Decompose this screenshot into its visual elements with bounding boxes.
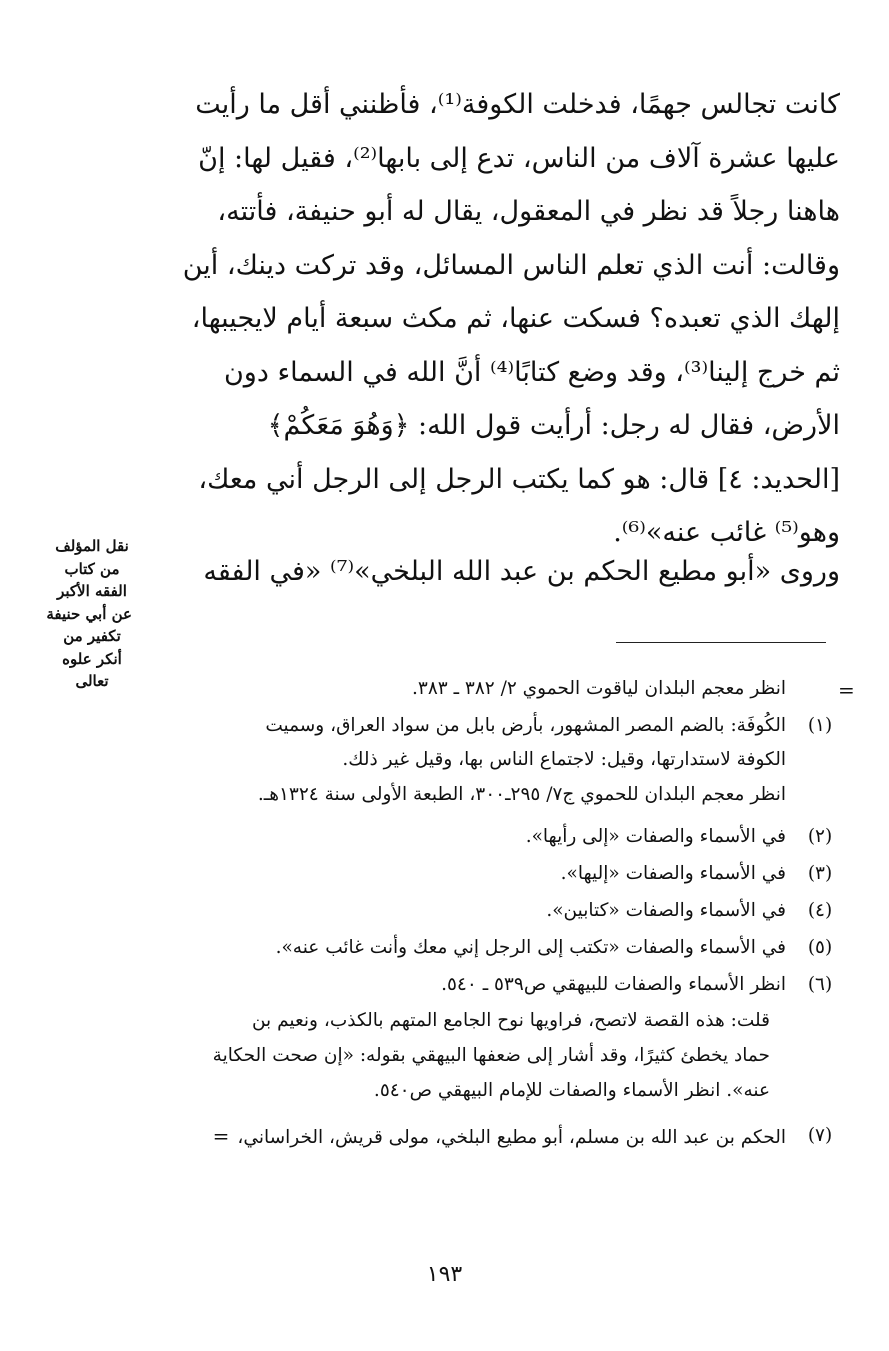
footnote-text: في الأسماء والصفات «إليها». bbox=[560, 863, 786, 884]
main-text-line: وهو⁽⁵⁾ غائب عنه»⁽⁶⁾. bbox=[613, 517, 840, 548]
footnote-number: (٧) bbox=[807, 1125, 833, 1146]
main-text-line: [الحديد: ٤] قال: هو كما يكتب الرجل إلى الرجل أني معك، bbox=[198, 463, 840, 495]
margin-note-line: الفقه الأكبر bbox=[57, 582, 127, 600]
margin-note-line: تكفير من bbox=[63, 627, 121, 645]
page-number: ١٩٣ bbox=[426, 1262, 463, 1287]
footnote-text: انظر الأسماء والصفات للبيهقي ص٥٣٩ ـ ٥٤٠. bbox=[441, 974, 786, 995]
footnote-text: في الأسماء والصفات «كتابين». bbox=[546, 900, 786, 921]
footnote-separator bbox=[616, 642, 826, 643]
footnote-text: انظر معجم البلدان للحموي ج٧/ ٢٩٥ـ٣٠٠، الطبعة الأولى سنة ١٣٢٤هـ. bbox=[257, 784, 786, 805]
footnote-text: في الأسماء والصفات «تكتب إلى الرجل إني معك وأنت غائب عنه». bbox=[275, 937, 786, 958]
main-text-paragraph-2: وروى «أبو مطيع الحكم بن عبد الله البلخي»⁽⁷⁾ «في الفقه bbox=[203, 556, 840, 587]
footnote-text: الكوفة لاستدارتها، وقيل: لاجتماع الناس بها، وقيل غير ذلك. bbox=[342, 749, 786, 770]
footnote-number: (٤) bbox=[807, 900, 833, 921]
footnote-text: قلت: هذه القصة لاتصح، فراويها نوح الجامع المتهم بالكذب، ونعيم بن bbox=[251, 1010, 770, 1031]
margin-note-line: تعالى bbox=[75, 672, 109, 690]
margin-note-line: أنكر علوه bbox=[62, 649, 122, 668]
footnote-continuation-mark: = bbox=[838, 678, 855, 702]
footnote-text: انظر معجم البلدان لياقوت الحموي ٢/ ٣٨٢ ـ ٣٨٣. bbox=[412, 678, 786, 699]
main-text bbox=[160, 78, 840, 560]
margin-note-line: من كتاب bbox=[64, 559, 120, 578]
footnote-text-line: الحكم بن عبد الله بن مسلم، أبو مطيع البلخي، مولى قريش، الخراساني، bbox=[237, 1127, 786, 1148]
footnote-text bbox=[213, 1119, 786, 1155]
main-text-line: عليها عشرة آلاف من الناس، تدع إلى بابها⁽²⁾، فقيل لها: إنّ bbox=[198, 142, 840, 174]
main-text-line: هاهنا رجلاً قد نظر في المعقول، يقال له أبو حنيفة، فأتته، bbox=[217, 196, 840, 227]
footnote-text: الكُوفَة: بالضم المصر المشهور، بأرض بابل من سواد العراق، وسميت bbox=[265, 715, 786, 736]
footnote-number: (٥) bbox=[807, 937, 833, 958]
main-text-line: وقالت: أنت الذي تعلم الناس المسائل، وقد تركت دينك، أين bbox=[182, 249, 840, 281]
footnote-text: حماد يخطئ كثيرًا، وقد أشار إلى ضعفها البيهقي بقوله: «إن صحت الحكاية bbox=[212, 1045, 770, 1066]
footnote-number: (١) bbox=[807, 715, 833, 736]
footnote-number: (٦) bbox=[807, 974, 833, 995]
margin-note-line: عن أبي حنيفة bbox=[46, 604, 132, 623]
footnote-number: (٢) bbox=[807, 826, 833, 847]
main-text-line: الأرض، فقال له رجل: أرأيت قول الله: ﴿وَهُوَ مَعَكُمْ﴾ bbox=[267, 410, 840, 441]
margin-note-line: نقل المؤلف bbox=[55, 537, 129, 555]
footnote-trail-mark: = bbox=[212, 1124, 230, 1148]
margin-note bbox=[46, 535, 132, 693]
footnote-text: عنه». انظر الأسماء والصفات للإمام البيهقي ص٥٤٠. bbox=[373, 1080, 770, 1101]
main-text-line: كانت تجالس جهمًا، فدخلت الكوفة⁽¹⁾، فأظنني أقل ما رأيت bbox=[195, 89, 840, 120]
main-text-line: إلهك الذي تعبده؟ فسكت عنها، ثم مكث سبعة أيام لايجيبها، bbox=[191, 303, 840, 334]
footnote-number: (٣) bbox=[807, 863, 833, 884]
footnote-text: في الأسماء والصفات «إلى رأيها». bbox=[525, 826, 786, 847]
main-text-line: ثم خرج إلينا⁽³⁾، وقد وضع كتابًا⁽⁴⁾ أنَّ الله في السماء دون bbox=[223, 356, 840, 388]
